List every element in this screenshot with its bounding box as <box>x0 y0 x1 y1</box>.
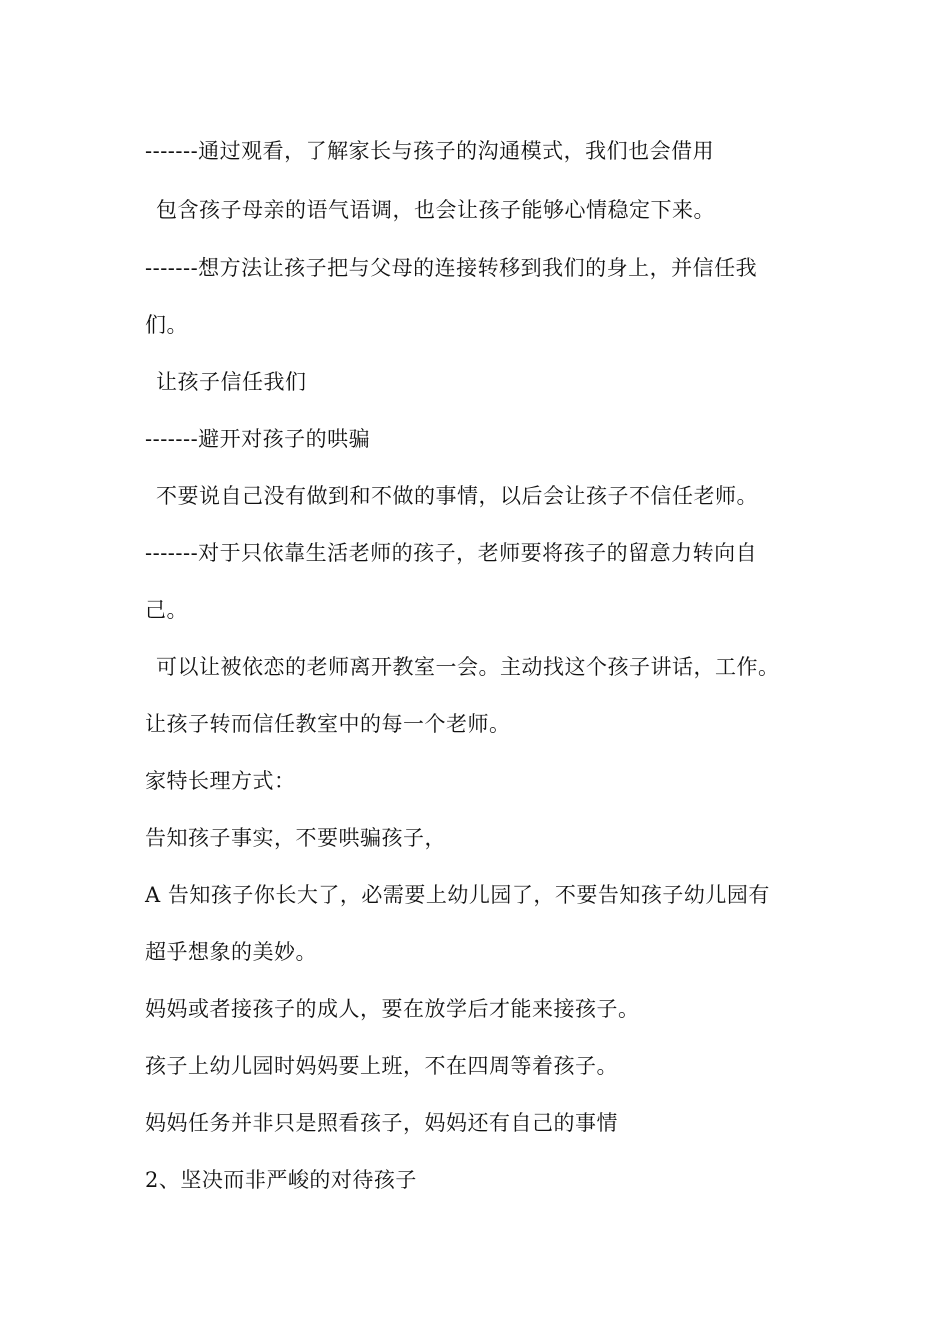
text-line: 可以让被依恋的老师离开教室一会。主动找这个孩子讲话，工作。 <box>156 655 780 679</box>
text-line: 不要说自己没有做到和不做的事情，以后会让孩子不信任老师。 <box>156 484 758 508</box>
text-line: -------通过观看，了解家长与孩子的沟通模式，我们也会借用 <box>145 139 715 163</box>
text-line: 们。 <box>145 313 188 337</box>
text-line: -------想方法让孩子把与父母的连接转移到我们的身上，并信任我 <box>145 256 758 280</box>
text-line: 孩子上幼儿园时妈妈要上班，不在四周等着孩子。 <box>145 1054 618 1078</box>
text-line: 妈妈任务并非只是照看孩子，妈妈还有自己的事情 <box>145 1111 618 1135</box>
text-line: 让孩子转而信任教室中的每一个老师。 <box>145 712 511 736</box>
text-line: 家特长理方式： <box>145 769 296 793</box>
text-line: A 告知孩子你长大了，必需要上幼儿园了，不要告知孩子幼儿园有 <box>145 883 770 907</box>
text-line: 己。 <box>145 598 188 622</box>
section-heading: 2、坚决而非严峻的对待孩子 <box>145 1168 417 1192</box>
text-line: 妈妈或者接孩子的成人，要在放学后才能来接孩子。 <box>145 997 640 1021</box>
text-line: 超乎想象的美妙。 <box>145 940 317 964</box>
section-heading: 让孩子信任我们 <box>156 370 307 394</box>
text-line: 告知孩子事实，不要哄骗孩子， <box>145 826 446 850</box>
text-line: -------避开对孩子的哄骗 <box>145 427 371 451</box>
text-line: -------对于只依靠生活老师的孩子，老师要将孩子的留意力转向自 <box>145 541 758 565</box>
text-line: 包含孩子母亲的语气语调，也会让孩子能够心情稳定下来。 <box>156 198 715 222</box>
